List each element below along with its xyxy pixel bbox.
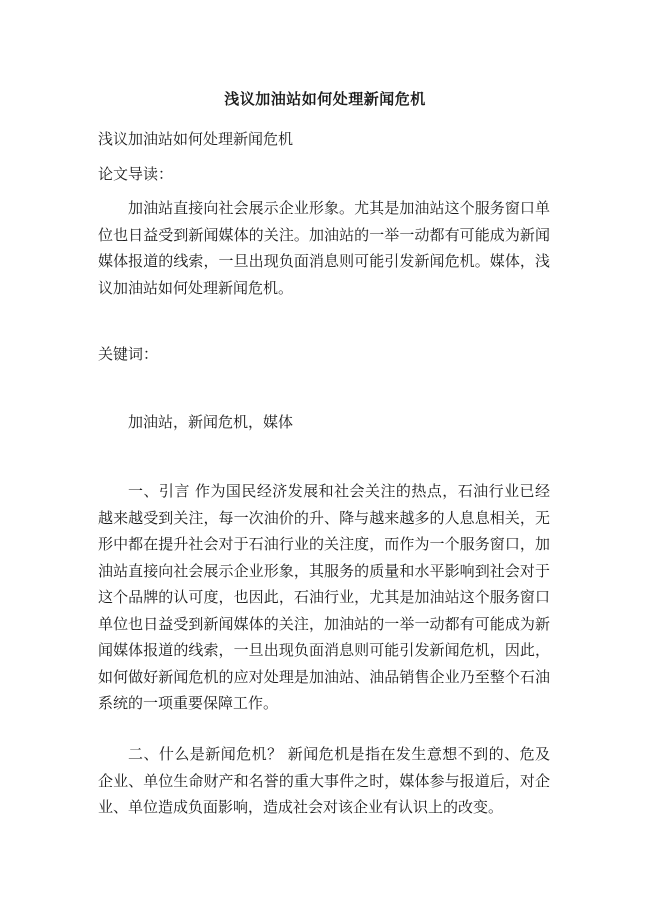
section-what-is-crisis: 二、什么是新闻危机？ 新闻危机是指在发生意想不到的、危及企业、单位生命财产和名誉的重大事件之时，媒体参与报道后，对企业、单位造成负面影响，造成社会对该企业有认识上的改变。 — [98, 745, 550, 816]
section-introduction: 一、引言 作为国民经济发展和社会关注的热点，石油行业已经越来越受到关注，每一次油价的升、降与越来越多的人息息相关，无形中都在提升社会对于石油行业的关注度，而作为一个服务窗口，加油站直接向社会展示企业形象，其服务的质量和水平影响到社会对于这个品牌的认可度，也因此，石油行业，尤其是加油站这个服务窗口单位也日益受到新闻媒体的关注，加油站的一举一动都有可能成为新闻媒体报道的线索，一旦出现负面消息则可能引发新闻危机，因此，如何做好新闻危机的应对处理是加油站、油品销售企业乃至整个石油系统的一项重要保障工作。 — [98, 482, 550, 712]
keywords-label: 关键词： — [98, 345, 159, 363]
intro-paragraph: 加油站直接向社会展示企业形象。尤其是加油站这个服务窗口单位也日益受到新闻媒体的关注。加油站的一举一动都有可能成为新闻媒体报道的线索，一旦出现负面消息则可能引发新闻危机。媒体，浅议加油站如何处理新闻危机。 — [98, 199, 550, 297]
intro-label: 论文导读： — [98, 165, 174, 183]
document-title: 浅议加油站如何处理新闻危机 — [224, 90, 426, 108]
keywords-text: 加油站，新闻危机，媒体 — [128, 413, 294, 431]
document-subtitle: 浅议加油站如何处理新闻危机 — [98, 130, 294, 148]
